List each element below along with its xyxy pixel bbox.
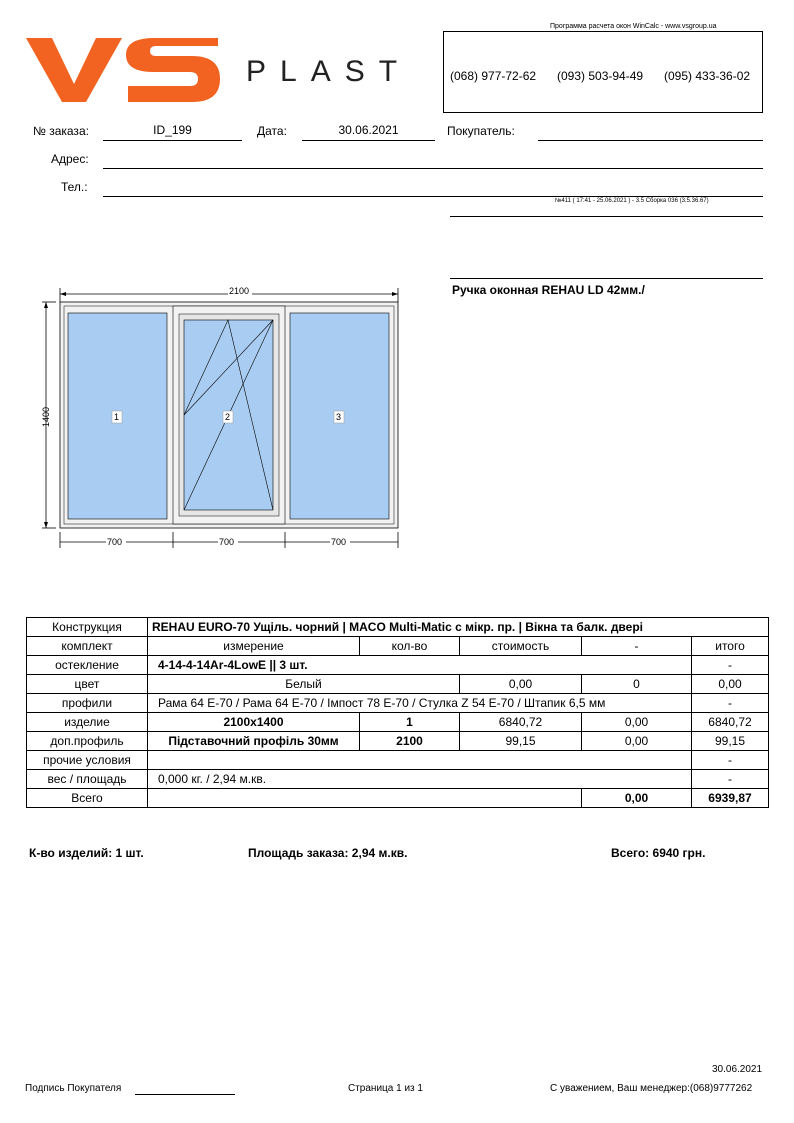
program-note: Программа расчета окон WinCalc - www.vsgroup.ua bbox=[550, 23, 717, 30]
weight-value: 0,000 кг. / 2,94 м.кв. bbox=[148, 770, 692, 789]
handle-note: Ручка оконная REHAU LD 42мм./ bbox=[452, 283, 645, 297]
spec-table bbox=[26, 617, 769, 808]
sash-label-3: 3 bbox=[336, 412, 342, 422]
sash-label-1: 1 bbox=[114, 412, 120, 422]
extra-profile-total: 99,15 bbox=[692, 732, 769, 751]
product-qty: 1 bbox=[360, 713, 460, 732]
divider-line bbox=[450, 206, 763, 217]
weight-total: - bbox=[692, 770, 769, 789]
sum-label: Всего bbox=[27, 789, 148, 808]
build-note: №411 ( 17:41 - 25.06.2021 ) - 3.5 Сборка 036 (3.5.36.67) bbox=[555, 198, 709, 204]
date-value: 30.06.2021 bbox=[302, 123, 435, 141]
address-label: Адрес: bbox=[51, 152, 89, 166]
signature-line bbox=[135, 1083, 235, 1095]
divider-line-2 bbox=[450, 268, 763, 279]
table-row bbox=[27, 713, 769, 732]
width-label: 2100 bbox=[229, 286, 250, 296]
phone-1: (068) 977-72-62 bbox=[450, 69, 537, 83]
brand-word: PLAST bbox=[246, 55, 412, 88]
sash-label-2: 2 bbox=[225, 412, 231, 422]
header-cell: измерение bbox=[148, 637, 360, 656]
weight-label: вес / площадь bbox=[27, 770, 148, 789]
summary-count: К-во изделий: 1 шт. bbox=[29, 846, 144, 860]
table-row bbox=[27, 675, 769, 694]
height-label: 1400 bbox=[41, 406, 51, 427]
header-cell: - bbox=[582, 637, 692, 656]
phone-3: (095) 433-36-02 bbox=[664, 69, 751, 83]
table-header-row bbox=[27, 637, 769, 656]
glazing-total: - bbox=[692, 656, 769, 675]
glazing-value: 4-14-4-14Ar-4LowE || 3 шт. bbox=[148, 656, 692, 675]
profiles-value: Рама 64 Е-70 / Рама 64 Е-70 / Імпост 78 Е-70 / Стулка Z 54 Е-70 / Штапик 6,5 мм bbox=[148, 694, 692, 713]
buyer-label: Покупатель: bbox=[447, 124, 515, 138]
color-cost: 0,00 bbox=[460, 675, 582, 694]
extra-profile-cost: 99,15 bbox=[460, 732, 582, 751]
header-cell: итого bbox=[692, 637, 769, 656]
footer-date: 30.06.2021 bbox=[712, 1064, 763, 1075]
signature-label: Подпись Покупателя bbox=[25, 1083, 122, 1094]
color-label: цвет bbox=[27, 675, 148, 694]
header-cell: стоимость bbox=[460, 637, 582, 656]
table-row bbox=[27, 694, 769, 713]
sum-dash: 0,00 bbox=[582, 789, 692, 808]
construction-label: Конструкция bbox=[27, 618, 148, 637]
window-drawing bbox=[38, 280, 408, 550]
color-value: Белый bbox=[148, 675, 460, 694]
extra-profile-qty: 2100 bbox=[360, 732, 460, 751]
product-label: изделие bbox=[27, 713, 148, 732]
other-total: - bbox=[692, 751, 769, 770]
segment-label-2: 700 bbox=[219, 537, 235, 547]
date-label: Дата: bbox=[257, 124, 287, 138]
product-dash: 0,00 bbox=[582, 713, 692, 732]
phone-box bbox=[443, 31, 763, 113]
product-cost: 6840,72 bbox=[460, 713, 582, 732]
summary-area: Площадь заказа: 2,94 м.кв. bbox=[248, 846, 408, 860]
arrow bbox=[60, 292, 66, 296]
header-cell: кол-во bbox=[360, 637, 460, 656]
product-size: 2100x1400 bbox=[148, 713, 360, 732]
table-row bbox=[27, 732, 769, 751]
extra-profile-dash: 0,00 bbox=[582, 732, 692, 751]
table-row bbox=[27, 751, 769, 770]
order-number-value: ID_199 bbox=[103, 123, 242, 141]
other-value bbox=[148, 751, 692, 770]
extra-profile-label: доп.профиль bbox=[27, 732, 148, 751]
color-dash: 0 bbox=[582, 675, 692, 694]
phone-label: Тел.: bbox=[61, 180, 88, 194]
glazing-label: остекление bbox=[27, 656, 148, 675]
extra-profile-name: Підставочний профіль 30мм bbox=[148, 732, 360, 751]
address-value bbox=[103, 151, 763, 169]
sum-total: 6939,87 bbox=[692, 789, 769, 808]
summary-total: Всего: 6940 грн. bbox=[611, 846, 706, 860]
order-number-label: № заказа: bbox=[33, 124, 89, 138]
other-label: прочие условия bbox=[27, 751, 148, 770]
table-row bbox=[27, 656, 769, 675]
table-row bbox=[27, 618, 769, 637]
header-cell: комплект bbox=[27, 637, 148, 656]
construction-value: REHAU EURO-70 Ущіль. чорний | MACO Multi-Matic с мікр. пр. | Вікна та балк. двері bbox=[148, 618, 769, 637]
vs-logo bbox=[26, 34, 221, 106]
sum-empty bbox=[148, 789, 582, 808]
page-number: Страница 1 из 1 bbox=[348, 1083, 423, 1094]
arrow bbox=[392, 292, 398, 296]
buyer-value bbox=[538, 123, 763, 141]
color-total: 0,00 bbox=[692, 675, 769, 694]
manager-contact: С уважением, Ваш менеджер:(068)9777262 bbox=[550, 1083, 753, 1094]
product-total: 6840,72 bbox=[692, 713, 769, 732]
phone-value bbox=[103, 179, 763, 197]
profiles-label: профили bbox=[27, 694, 148, 713]
profiles-total: - bbox=[692, 694, 769, 713]
arrow bbox=[44, 302, 48, 308]
phone-2: (093) 503-94-49 bbox=[557, 69, 644, 83]
segment-label-1: 700 bbox=[107, 537, 123, 547]
segment-label-3: 700 bbox=[331, 537, 347, 547]
table-row bbox=[27, 789, 769, 808]
arrow bbox=[44, 522, 48, 528]
table-row bbox=[27, 770, 769, 789]
